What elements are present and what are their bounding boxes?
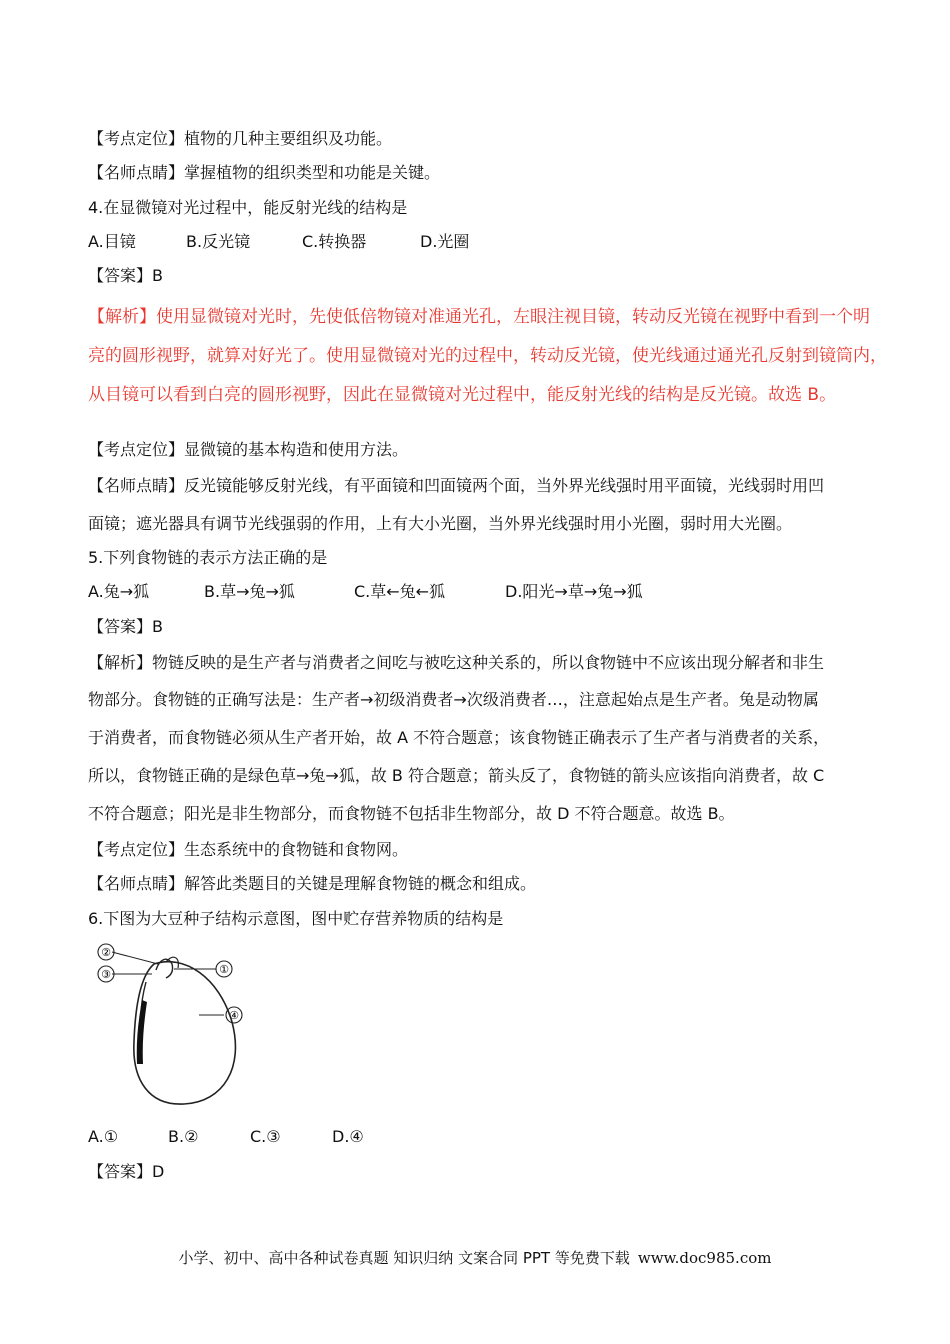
q4-answer: 【答案】B <box>88 266 163 285</box>
q4-question: 4.在显微镜对光过程中，能反射光线的结构是 <box>88 198 408 217</box>
q4-kaodian: 【考点定位】显微镜的基本构造和使用方法。 <box>88 440 409 459</box>
q5-analysis-line-5: 不符合题意；阳光是非生物部分，而食物链不包括非生物部分，故 D 不符合题意。故选 B。 <box>88 804 735 823</box>
seed-coat-outline <box>134 962 236 1104</box>
figure-label-4: ④ <box>229 1009 239 1022</box>
q5-option-d: D.阳光→草→兔→狐 <box>505 582 643 601</box>
q4-option-d: D.光圈 <box>420 232 470 251</box>
q6-option-b: B.② <box>168 1127 199 1146</box>
q5-option-b: B.草→兔→狐 <box>204 582 295 601</box>
q5-analysis-line-1: 【解析】物链反映的是生产者与消费者之间吃与被吃这种关系的，所以食物链中不应该出现分解者和非生 <box>88 653 825 672</box>
q3-kaodian: 【考点定位】植物的几种主要组织及功能。 <box>88 129 393 148</box>
figure-label-1: ① <box>219 963 229 976</box>
q6-options <box>88 1127 364 1147</box>
q4-analysis-line-3: 从目镜可以看到白亮的圆形视野，因此在显微镜对光过程中，能反射光线的结构是反光镜。故选 B。 <box>88 385 837 405</box>
q5-options <box>88 582 643 602</box>
q4-option-b: B.反光镜 <box>186 232 251 251</box>
q5-analysis-line-3: 于消费者，而食物链必须从生产者开始，故 A 不符合题意；该食物链正确表示了生产者与消费者的关系， <box>88 728 830 747</box>
q4-analysis-line-1: 【解析】使用显微镜对光时，先使低倍物镜对准通光孔，左眼注视目镜，转动反光镜在视野中看到一个明 <box>88 307 870 327</box>
q5-option-a: A.兔→狐 <box>88 582 150 601</box>
q6-question: 6.下图为大豆种子结构示意图，图中贮存营养物质的结构是 <box>88 909 504 928</box>
q4-options <box>88 232 469 252</box>
hilum-mark <box>137 1000 147 1064</box>
q4-mingshi-line-1: 【名师点睛】反光镜能够反射光线，有平面镜和凹面镜两个面，当外界光线强时用平面镜，光线弱时用凹 <box>88 476 825 495</box>
q5-mingshi: 【名师点睛】解答此类题目的关键是理解食物链的概念和组成。 <box>88 874 537 893</box>
figure-label-2: ② <box>101 946 111 959</box>
footer-url[interactable]: www.doc985.com <box>637 1249 772 1267</box>
q5-analysis-line-4: 所以，食物链正确的是绿色草→兔→狐，故 B 符合题意；箭头反了，食物链的箭头应该指向消费者，故 C <box>88 766 825 785</box>
q6-answer: 【答案】D <box>88 1162 165 1181</box>
q5-option-c: C.草←兔←狐 <box>354 582 446 601</box>
q6-option-a: A.① <box>88 1127 119 1146</box>
q6-option-c: C.③ <box>250 1127 281 1146</box>
q4-option-a: A.目镜 <box>88 232 136 251</box>
footer-text: 小学、初中、高中各种试卷真题 知识归纳 文案合同 PPT 等免费下载 <box>178 1249 630 1267</box>
q4-analysis-line-2: 亮的圆形视野，就算对好光了。使用显微镜对光的过程中，转动反光镜，使光线通过通光孔反射到镜筒内， <box>88 346 887 366</box>
page-footer <box>0 1247 950 1268</box>
q5-analysis-line-2: 物部分。食物链的正确写法是：生产者→初级消费者→次级消费者…，注意起始点是生产者。兔是动物属 <box>88 690 819 709</box>
figure-label-3: ③ <box>101 968 111 981</box>
q6-option-d: D.④ <box>332 1127 364 1146</box>
soybean-seed-figure <box>94 942 254 1112</box>
q4-mingshi-line-2: 面镜；遮光器具有调节光线强弱的作用，上有大小光圈，当外界光线强时用小光圈，弱时用大光圈。 <box>88 514 793 533</box>
q5-question: 5.下列食物链的表示方法正确的是 <box>88 548 328 567</box>
q5-answer: 【答案】B <box>88 617 163 636</box>
q5-kaodian: 【考点定位】生态系统中的食物链和食物网。 <box>88 840 409 859</box>
q3-mingshi: 【名师点睛】掌握植物的组织类型和功能是关键。 <box>88 163 441 182</box>
q4-option-c: C.转换器 <box>302 232 367 251</box>
